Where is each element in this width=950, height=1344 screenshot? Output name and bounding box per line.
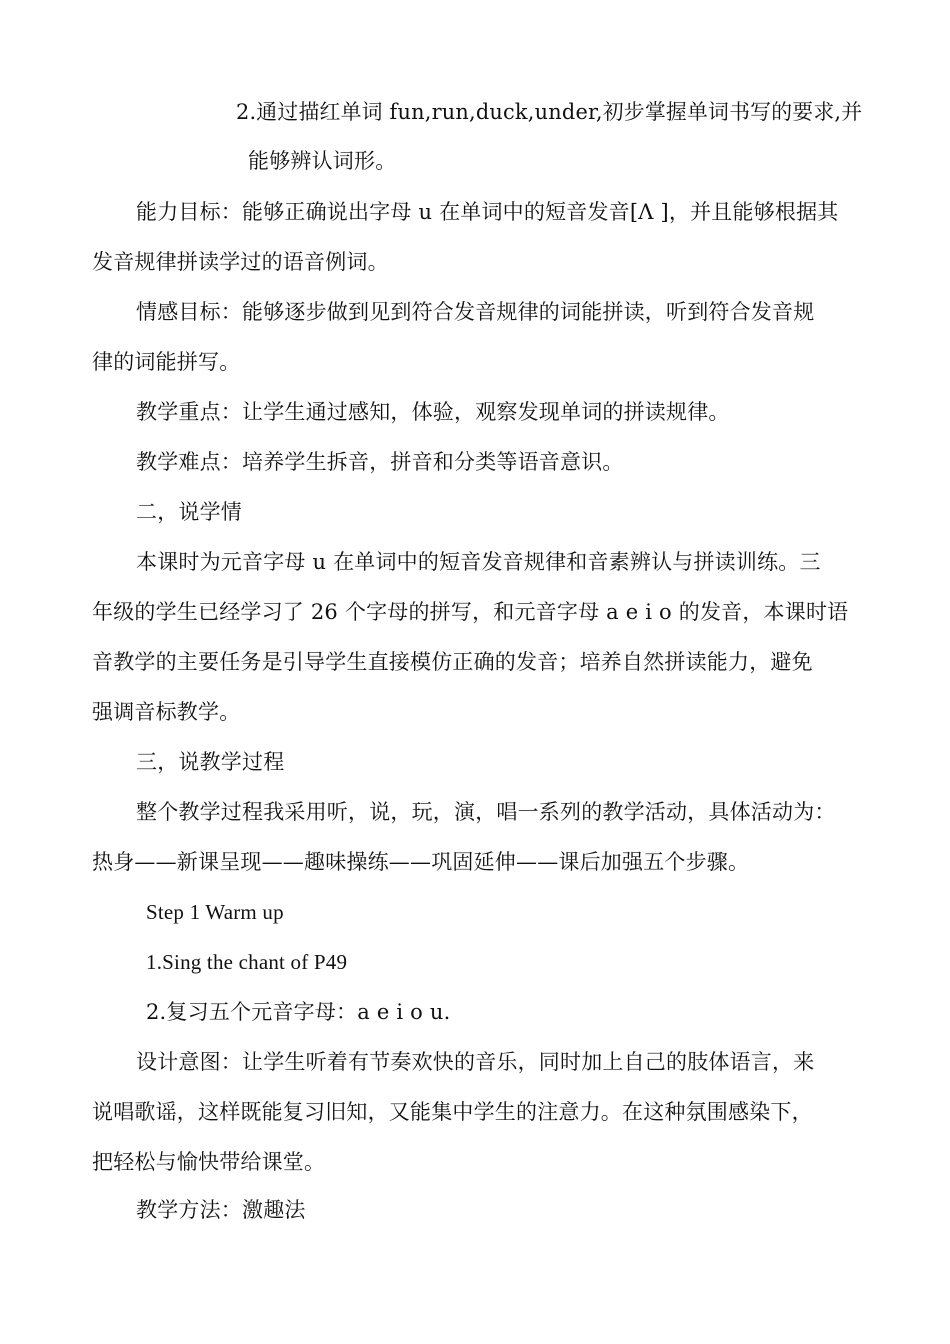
emotion-goal-line-2: 律的词能拼写。 (92, 350, 241, 374)
teaching-method: 教学方法：激趣法 (136, 1198, 306, 1222)
step-1-item-1: 1.Sing the chant of P49 (146, 950, 348, 974)
step-1-heading: Step 1 Warm up (146, 900, 284, 924)
learner-analysis-line-2: 年级的学生已经学习了 26 个字母的拼写，和元音字母 a e i o 的发音，本课时语 (92, 600, 849, 624)
process-overview-line-2: 热身——新课呈现——趣味操练——巩固延伸——课后加强五个步骤。 (92, 850, 750, 874)
design-intent-line-1: 设计意图：让学生听着有节奏欢快的音乐，同时加上自己的肢体语言，来 (136, 1050, 815, 1074)
teaching-key-point: 教学重点：让学生通过感知，体验，观察发现单词的拼读规律。 (136, 400, 730, 424)
ability-goal-line-1: 能力目标：能够正确说出字母 u 在单词中的短音发音[Λ ]，并且能够根据其 (136, 200, 839, 224)
step-1-item-2: 2.复习五个元音字母：a e i o u. (146, 1000, 451, 1024)
learner-analysis-line-1: 本课时为元音字母 u 在单词中的短音发音规律和音素辨认与拼读训练。三 (136, 550, 821, 574)
ability-goal-line-2: 发音规律拼读学过的语音例词。 (92, 250, 389, 274)
section-heading-learner-analysis: 二，说学情 (136, 500, 242, 524)
design-intent-line-2: 说唱歌谣，这样既能复习旧知，又能集中学生的注意力。在这种氛围感染下， (92, 1100, 813, 1124)
objective-2-line-1: 2.通过描红单词 fun,run,duck,under,初步掌握单词书写的要求,并 (236, 100, 863, 124)
design-intent-line-3: 把轻松与愉快带给课堂。 (92, 1150, 326, 1174)
section-heading-teaching-process: 三，说教学过程 (136, 750, 285, 774)
learner-analysis-line-4: 强调音标教学。 (92, 700, 241, 724)
learner-analysis-line-3: 音教学的主要任务是引导学生直接模仿正确的发音；培养自然拼读能力，避免 (92, 650, 813, 674)
objective-2-line-2: 能够辨认词形。 (248, 149, 397, 173)
emotion-goal-line-1: 情感目标：能够逐步做到见到符合发音规律的词能拼读，听到符合发音规 (136, 300, 815, 324)
teaching-difficulty: 教学难点：培养学生拆音，拼音和分类等语音意识。 (136, 450, 624, 474)
process-overview-line-1: 整个教学过程我采用听，说，玩，演，唱一系列的教学活动，具体活动为： (136, 800, 836, 824)
